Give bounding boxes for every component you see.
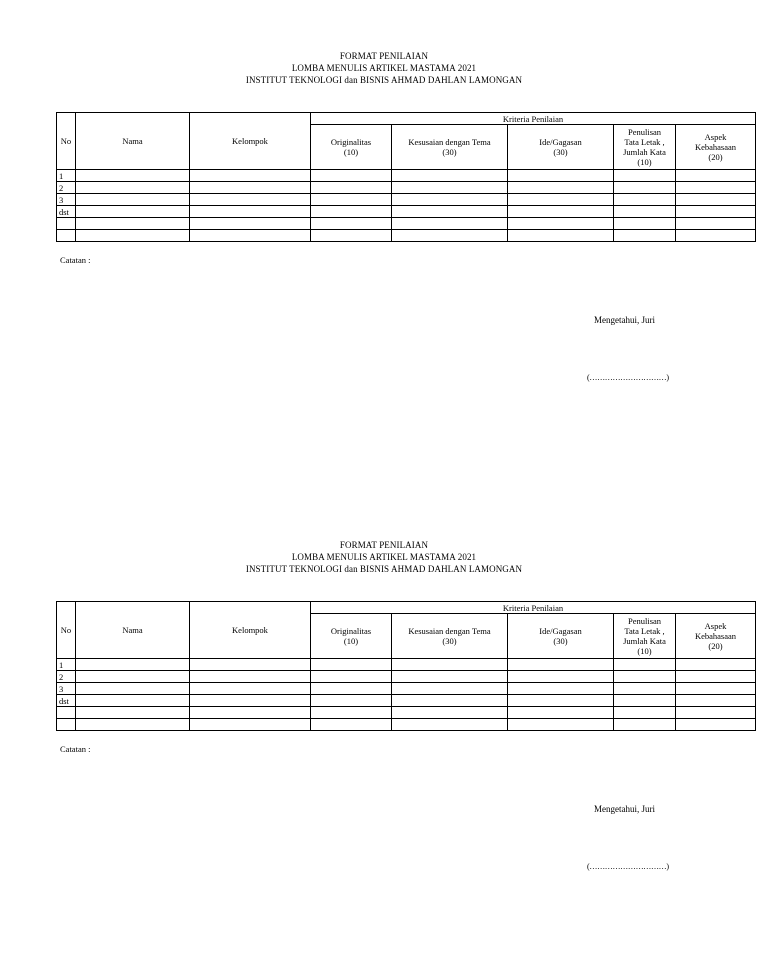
header-originalitas — [311, 614, 392, 659]
table-cell — [614, 182, 676, 194]
table-cell — [614, 683, 676, 695]
title-line-1: FORMAT PENILAIAN — [339, 51, 429, 61]
table-cell — [614, 230, 676, 242]
header-kesusaian — [392, 614, 508, 659]
assessment-table — [56, 112, 756, 242]
table-cell — [392, 719, 508, 731]
row-number — [57, 707, 76, 719]
ide-label: Ide/Gagasan — [539, 137, 582, 147]
table-cell — [508, 182, 614, 194]
table-cell — [76, 659, 190, 671]
row-number: 3 — [57, 194, 76, 206]
table-row — [57, 170, 756, 182]
table-cell — [392, 659, 508, 671]
header-kriteria: Kriteria Penilaian — [311, 602, 756, 614]
table-cell — [311, 707, 392, 719]
table-row — [57, 659, 756, 671]
table-cell — [311, 194, 392, 206]
form-title — [0, 50, 768, 86]
table-cell — [508, 194, 614, 206]
table-cell — [508, 206, 614, 218]
table-row — [57, 695, 756, 707]
kesusaian-score: (30) — [442, 636, 457, 646]
header-ide — [508, 125, 614, 170]
table-cell — [76, 230, 190, 242]
header-aspek — [676, 614, 756, 659]
assessment-form-1 — [0, 50, 768, 382]
table-cell — [76, 719, 190, 731]
kesusaian-label: Kesusaian dengan Tema — [408, 137, 491, 147]
table-cell — [508, 707, 614, 719]
table-cell — [676, 194, 756, 206]
table-cell — [311, 206, 392, 218]
table-cell — [676, 719, 756, 731]
ide-score: (30) — [553, 147, 568, 157]
catatan-label: Catatan : — [60, 255, 91, 265]
table-cell — [190, 659, 311, 671]
table-cell — [311, 230, 392, 242]
table-cell — [76, 683, 190, 695]
kesusaian-score: (30) — [442, 147, 457, 157]
header-originalitas — [311, 125, 392, 170]
penulisan-label-3: Jumlah Kata — [623, 147, 666, 157]
table-cell — [311, 170, 392, 182]
header-nama: Nama — [76, 113, 190, 170]
table-row — [57, 218, 756, 230]
table-cell — [676, 230, 756, 242]
table-cell — [392, 218, 508, 230]
header-kriteria: Kriteria Penilaian — [311, 113, 756, 125]
table-row — [57, 683, 756, 695]
table-cell — [76, 218, 190, 230]
table-cell — [392, 230, 508, 242]
aspek-score: (20) — [708, 152, 723, 162]
table-cell — [392, 695, 508, 707]
table-cell — [76, 170, 190, 182]
table-cell — [676, 218, 756, 230]
penulisan-label-2: Tata Letak , — [624, 626, 665, 636]
table-cell — [392, 671, 508, 683]
table-cell — [76, 707, 190, 719]
table-cell — [508, 683, 614, 695]
table-cell — [676, 707, 756, 719]
kesusaian-label: Kesusaian dengan Tema — [408, 626, 491, 636]
table-cell — [392, 683, 508, 695]
row-number: 1 — [57, 170, 76, 182]
table-cell — [508, 218, 614, 230]
table-row — [57, 194, 756, 206]
row-number — [57, 230, 76, 242]
table-cell — [614, 707, 676, 719]
signature-line: (…………………………) — [587, 373, 669, 382]
penulisan-label-3: Jumlah Kata — [623, 636, 666, 646]
table-cell — [190, 707, 311, 719]
table-cell — [76, 194, 190, 206]
assessment-form-2 — [0, 539, 768, 871]
aspek-score: (20) — [708, 641, 723, 651]
penulisan-label-1: Penulisan — [627, 616, 662, 626]
table-cell — [392, 170, 508, 182]
table-cell — [190, 695, 311, 707]
table-cell — [392, 182, 508, 194]
table-cell — [190, 182, 311, 194]
table-cell — [190, 170, 311, 182]
table-cell — [311, 683, 392, 695]
aspek-label-1: Aspek — [704, 621, 727, 631]
table-cell — [676, 170, 756, 182]
title-line-2: LOMBA MENULIS ARTIKEL MASTAMA 2021 — [291, 63, 477, 73]
ide-label: Ide/Gagasan — [539, 626, 582, 636]
header-penulisan — [614, 614, 676, 659]
table-row — [57, 230, 756, 242]
row-number — [57, 719, 76, 731]
jury-label: Mengetahui, Juri — [594, 315, 655, 325]
table-cell — [190, 671, 311, 683]
table-cell — [76, 182, 190, 194]
header-no: No — [57, 113, 76, 170]
header-kesusaian — [392, 125, 508, 170]
table-cell — [614, 695, 676, 707]
assessment-table — [56, 601, 756, 731]
table-body — [57, 659, 756, 731]
table-cell — [76, 206, 190, 218]
table-cell — [614, 218, 676, 230]
table-cell — [614, 170, 676, 182]
table-cell — [614, 719, 676, 731]
table-cell — [508, 230, 614, 242]
table-cell — [676, 659, 756, 671]
originalitas-score: (10) — [343, 147, 359, 157]
table-cell — [676, 182, 756, 194]
header-aspek — [676, 125, 756, 170]
table-cell — [76, 671, 190, 683]
table-row — [57, 206, 756, 218]
table-cell — [676, 683, 756, 695]
header-ide — [508, 614, 614, 659]
table-cell — [311, 671, 392, 683]
header-nama: Nama — [76, 602, 190, 659]
table-cell — [508, 719, 614, 731]
header-penulisan — [614, 125, 676, 170]
form-title — [0, 539, 768, 575]
table-cell — [311, 659, 392, 671]
table-cell — [190, 719, 311, 731]
table-cell — [508, 659, 614, 671]
table-cell — [508, 170, 614, 182]
table-cell — [392, 707, 508, 719]
table-cell — [614, 671, 676, 683]
table-cell — [614, 194, 676, 206]
table-cell — [190, 194, 311, 206]
header-kelompok: Kelompok — [190, 602, 311, 659]
row-number: 2 — [57, 182, 76, 194]
table-cell — [311, 218, 392, 230]
title-line-3: INSTITUT TEKNOLOGI dan BISNIS AHMAD DAHLAN LAMONGAN — [245, 75, 523, 85]
title-line-2: LOMBA MENULIS ARTIKEL MASTAMA 2021 — [291, 552, 477, 562]
table-row — [57, 182, 756, 194]
table-row — [57, 707, 756, 719]
row-number — [57, 218, 76, 230]
table-cell — [392, 194, 508, 206]
table-row — [57, 719, 756, 731]
aspek-label-1: Aspek — [704, 132, 727, 142]
row-number: 1 — [57, 659, 76, 671]
row-number: 2 — [57, 671, 76, 683]
row-number: dst — [57, 695, 76, 707]
table-cell — [311, 695, 392, 707]
penulisan-label-1: Penulisan — [627, 127, 662, 137]
signature-line: (…………………………) — [587, 862, 669, 871]
table-cell — [392, 206, 508, 218]
table-row — [57, 671, 756, 683]
penulisan-score: (10) — [637, 646, 652, 656]
title-line-3: INSTITUT TEKNOLOGI dan BISNIS AHMAD DAHLAN LAMONGAN — [245, 564, 523, 574]
table-cell — [508, 671, 614, 683]
table-cell — [190, 218, 311, 230]
penulisan-score: (10) — [637, 157, 652, 167]
table-cell — [190, 683, 311, 695]
originalitas-score: (10) — [343, 636, 359, 646]
penulisan-label-2: Tata Letak , — [624, 137, 665, 147]
row-number: dst — [57, 206, 76, 218]
table-body — [57, 170, 756, 242]
catatan-label: Catatan : — [60, 744, 91, 754]
originalitas-label: Originalitas — [330, 137, 372, 147]
table-cell — [676, 671, 756, 683]
ide-score: (30) — [553, 636, 568, 646]
table-cell — [76, 695, 190, 707]
table-cell — [190, 206, 311, 218]
table-cell — [311, 719, 392, 731]
row-number: 3 — [57, 683, 76, 695]
table-cell — [311, 182, 392, 194]
header-kelompok: Kelompok — [190, 113, 311, 170]
jury-label: Mengetahui, Juri — [594, 804, 655, 814]
table-cell — [614, 206, 676, 218]
title-line-1: FORMAT PENILAIAN — [339, 540, 429, 550]
table-cell — [676, 206, 756, 218]
originalitas-label: Originalitas — [330, 626, 372, 636]
table-cell — [190, 230, 311, 242]
aspek-label-2: Kebahasaan — [694, 631, 737, 641]
table-cell — [508, 695, 614, 707]
header-no: No — [57, 602, 76, 659]
table-cell — [676, 695, 756, 707]
table-cell — [614, 659, 676, 671]
aspek-label-2: Kebahasaan — [694, 142, 737, 152]
